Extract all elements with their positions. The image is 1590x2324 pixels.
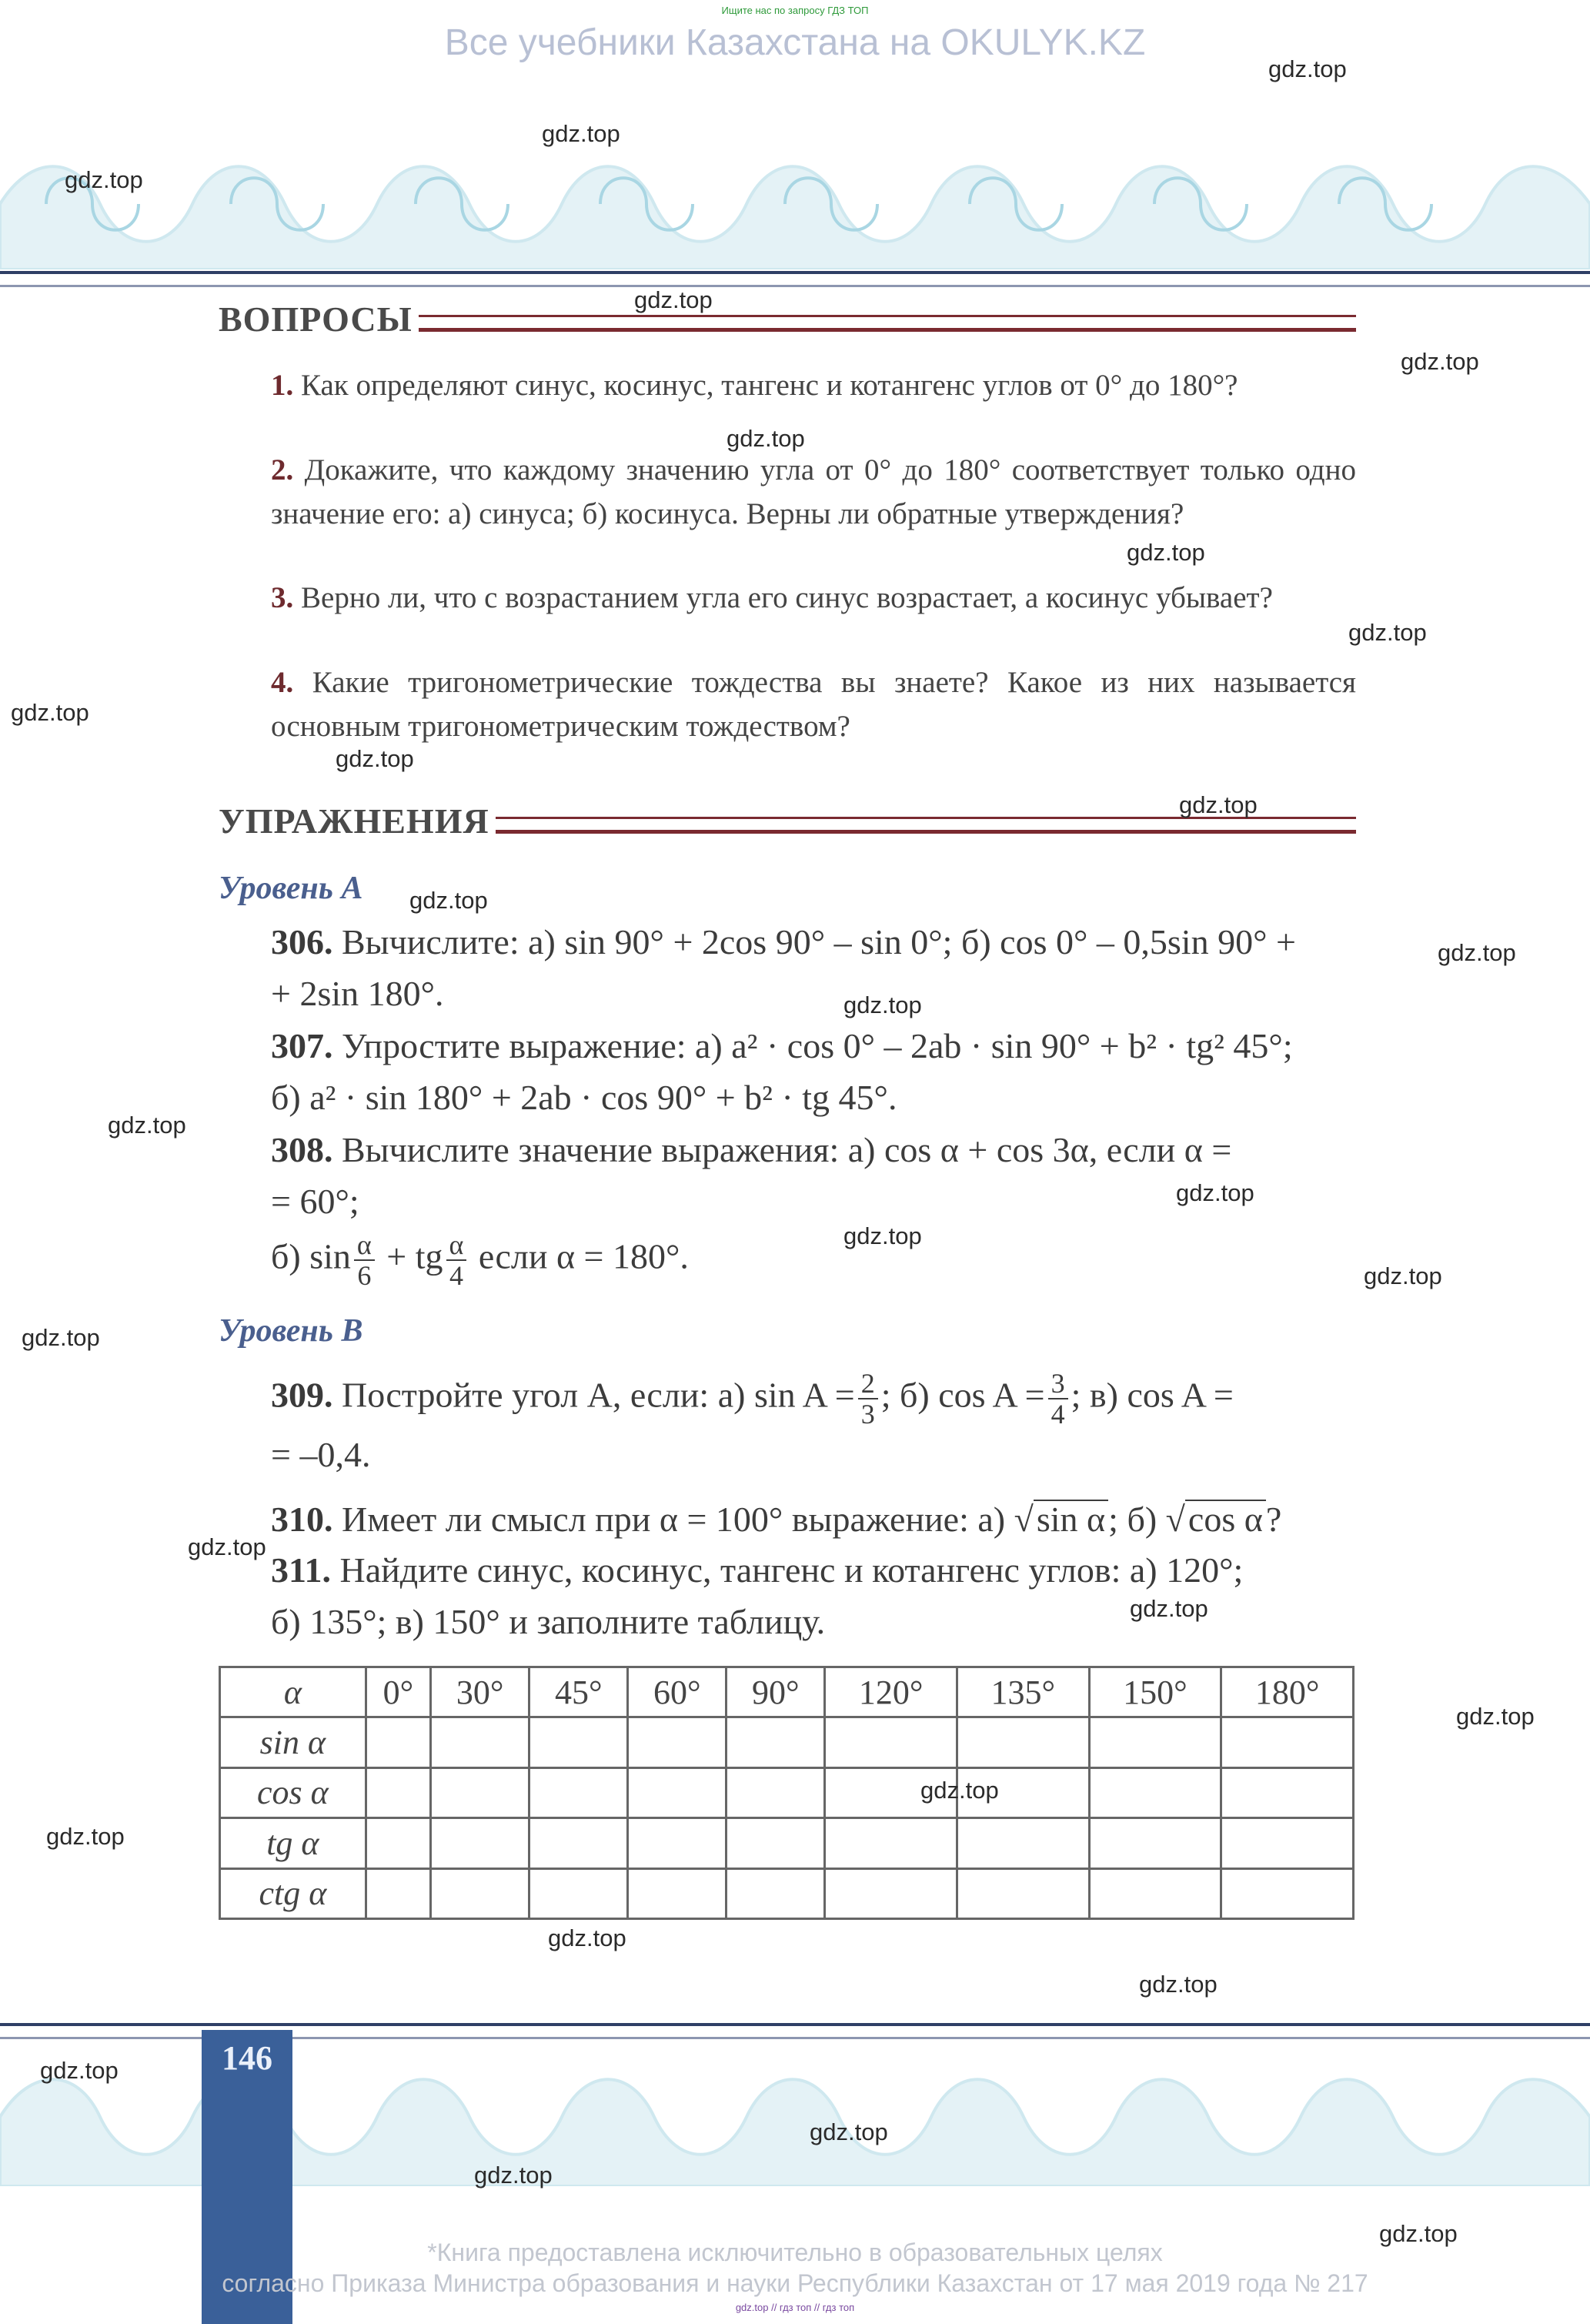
question-3 [271, 576, 1356, 620]
table-cell [1221, 1868, 1354, 1918]
level-b-heading: Уровень В [219, 1313, 363, 1349]
exercise-text: если α = 180°. [478, 1236, 689, 1276]
exercise-text: Вычислите: а) sin 90° + 2cos 90° – sin 0°; б) cos 0° – 0,5sin 90° + [342, 922, 1296, 961]
table-cell [825, 1717, 957, 1767]
exercise-309 [271, 1369, 1356, 1480]
heading-rule [496, 817, 1356, 834]
fraction [354, 1230, 375, 1290]
radicand: cos α [1185, 1500, 1266, 1538]
table-cell [727, 1868, 825, 1918]
radicand: sin α [1034, 1500, 1108, 1538]
question-number: 4. [271, 666, 294, 699]
exercise-text: ? [1265, 1500, 1282, 1539]
exercise-text: б) a² · sin 180° + 2ab · cos 90° + b² · tg 45°. [271, 1078, 897, 1117]
table-cell [1089, 1868, 1221, 1918]
denominator: 3 [860, 1399, 875, 1430]
watermark: gdz.top [65, 166, 143, 193]
exercise-text: ; б) cos A = [880, 1375, 1045, 1415]
exercise-number: 311. [271, 1550, 331, 1590]
exercises-title: УПРАЖНЕНИЯ [219, 801, 489, 841]
exercise-text: ; в) cos A = [1071, 1375, 1234, 1415]
exercise-308 [271, 1124, 1356, 1290]
fraction [1048, 1369, 1068, 1429]
question-number: 2. [271, 453, 294, 487]
watermark: gdz.top [1348, 619, 1427, 646]
table-row [220, 1717, 1354, 1767]
denominator: 4 [1051, 1399, 1065, 1430]
exercise-number: 306. [271, 922, 333, 961]
table-header-cell: 180° [1221, 1667, 1354, 1717]
question-2 [271, 448, 1356, 536]
question-text: Какие тригонометрические тождества вы знаете? Какое из них называется основным тригонометрическим тождеством? [271, 666, 1356, 743]
exercise-number: 310. [271, 1500, 333, 1539]
watermark: gdz.top [810, 2118, 888, 2145]
row-label: sin α [220, 1717, 366, 1767]
denominator: 4 [449, 1260, 463, 1291]
watermark: gdz.top [46, 1823, 125, 1850]
table-cell [431, 1868, 529, 1918]
table-cell [825, 1818, 957, 1868]
denominator: 6 [357, 1260, 372, 1291]
header-rule [0, 271, 1590, 287]
watermark: gdz.top [548, 1924, 626, 1951]
top-note: Ищите нас по запросу ГДЗ ТОП [721, 5, 869, 16]
table-cell [431, 1818, 529, 1868]
watermark: gdz.top [843, 1222, 922, 1249]
table-header-cell: 45° [529, 1667, 628, 1717]
top-ornament [0, 139, 1590, 269]
watermark: gdz.top [40, 2057, 119, 2084]
question-1 [271, 363, 1356, 407]
exercise-text: ; б) √ [1108, 1500, 1185, 1539]
table-cell [1089, 1767, 1221, 1817]
watermark: gdz.top [727, 425, 805, 452]
table-cell [529, 1717, 628, 1767]
table-cell [366, 1868, 430, 1918]
table-row [220, 1868, 1354, 1918]
exercise-text: Имеет ли смысл при α = 100° выражение: а) √ [342, 1500, 1034, 1539]
table-cell [628, 1818, 727, 1868]
exercise-306 [271, 916, 1356, 1019]
watermark: gdz.top [22, 1324, 100, 1351]
table-cell [957, 1717, 1090, 1767]
numerator: α [446, 1230, 467, 1261]
exercise-text: Постройте угол A, если: а) sin A = [342, 1375, 855, 1415]
watermark: gdz.top [920, 1777, 999, 1804]
watermark: gdz.top [1127, 539, 1205, 566]
numerator: 2 [858, 1369, 878, 1399]
level-a-heading: Уровень А [219, 871, 363, 906]
table-header-row [220, 1667, 1354, 1717]
table-cell [628, 1767, 727, 1817]
row-label: cos α [220, 1767, 366, 1817]
watermark: gdz.top [188, 1533, 266, 1560]
watermark: gdz.top [474, 2162, 553, 2189]
exercise-text: = 60°; [271, 1182, 359, 1221]
footer-note-order: согласно Приказа Министра образования и науки Республики Казахстан от 17 мая 2019 года № 217 [222, 2269, 1368, 2297]
table-cell [366, 1767, 430, 1817]
question-number: 1. [271, 369, 294, 402]
watermark: gdz.top [409, 887, 488, 914]
watermark: gdz.top [336, 745, 414, 772]
question-4 [271, 660, 1356, 748]
table-cell [957, 1868, 1090, 1918]
watermark: gdz.top [1456, 1703, 1535, 1730]
table-cell [529, 1818, 628, 1868]
exercise-number: 309. [271, 1375, 333, 1415]
table-header-cell: 0° [366, 1667, 430, 1717]
watermark: gdz.top [1438, 939, 1516, 966]
table-cell [727, 1818, 825, 1868]
exercise-text: = –0,4. [271, 1435, 371, 1474]
numerator: α [354, 1230, 375, 1261]
table-cell [628, 1868, 727, 1918]
exercise-text: Вычислите значение выражения: а) cos α + cos 3α, если α = [342, 1130, 1232, 1169]
watermark: gdz.top [11, 699, 89, 726]
exercise-text: б) 135°; в) 150° и заполните таблицу. [271, 1602, 826, 1641]
questions-title: ВОПРОСЫ [219, 299, 413, 339]
table-cell [529, 1868, 628, 1918]
trig-table [219, 1666, 1355, 1920]
watermark: gdz.top [1179, 791, 1258, 818]
exercise-number: 307. [271, 1026, 333, 1065]
watermark: gdz.top [1379, 2220, 1458, 2247]
exercise-text: + 2sin 180°. [271, 974, 444, 1013]
question-text: Верно ли, что с возрастанием угла его синус возрастает, а косинус убывает? [301, 581, 1273, 614]
table-cell [366, 1818, 430, 1868]
table-cell [628, 1717, 727, 1767]
numerator: 3 [1048, 1369, 1068, 1399]
table-row [220, 1767, 1354, 1817]
table-cell [529, 1767, 628, 1817]
table-cell [1221, 1767, 1354, 1817]
question-text: Как определяют синус, косинус, тангенс и котангенс углов от 0° до 180°? [301, 369, 1238, 402]
table-cell [1089, 1717, 1221, 1767]
footer-note: *Книга предоставлена исключительно в образовательных целях [427, 2239, 1163, 2266]
watermark: gdz.top [1268, 55, 1347, 82]
table-cell [1221, 1717, 1354, 1767]
table-header-cell: 135° [957, 1667, 1090, 1717]
row-label: tg α [220, 1818, 366, 1868]
table-header-cell: 150° [1089, 1667, 1221, 1717]
question-text: Докажите, что каждому значению угла от 0° до 180° соответствует только одно значение его: а) синуса; б) косинуса. Верны ли обратные утверждения? [271, 453, 1357, 530]
questions-heading [219, 299, 1356, 339]
fraction [446, 1230, 467, 1290]
exercise-310 [271, 1493, 1356, 1545]
exercise-text: б) sin [271, 1236, 351, 1276]
exercise-307 [271, 1020, 1356, 1123]
exercise-text: Найдите синус, косинус, тангенс и котангенс углов: а) 120°; [339, 1550, 1244, 1590]
row-label: ctg α [220, 1868, 366, 1918]
watermark: gdz.top [1364, 1262, 1442, 1289]
heading-rule [419, 315, 1356, 332]
table-header-cell: α [220, 1667, 366, 1717]
watermark: gdz.top [1130, 1595, 1208, 1622]
watermark: gdz.top [108, 1112, 186, 1139]
watermark: gdz.top [1139, 1971, 1218, 1998]
question-number: 3. [271, 581, 294, 614]
table-header-cell: 90° [727, 1667, 825, 1717]
table-cell [1089, 1818, 1221, 1868]
table-cell [957, 1818, 1090, 1868]
table-header-cell: 60° [628, 1667, 727, 1717]
page-number: 146 [222, 2039, 272, 2077]
watermark: gdz.top [843, 991, 922, 1018]
exercise-text: Упростите выражение: а) a² · cos 0° – 2ab · sin 90° + b² · tg² 45°; [342, 1026, 1293, 1065]
exercise-number: 308. [271, 1130, 333, 1169]
fraction [858, 1369, 878, 1429]
exercise-text: + tg [386, 1236, 443, 1276]
site-banner[interactable]: Все учебники Казахстана на OKULYK.KZ [444, 22, 1146, 63]
table-header-cell: 30° [431, 1667, 529, 1717]
table-cell [1221, 1818, 1354, 1868]
table-cell [431, 1767, 529, 1817]
footer-tiny-links: gdz.top // гдз топ // гдз топ [735, 2302, 855, 2313]
table-cell [825, 1868, 957, 1918]
watermark: gdz.top [634, 286, 713, 313]
watermark: gdz.top [542, 120, 620, 147]
watermark: gdz.top [1176, 1179, 1254, 1206]
table-cell [366, 1717, 430, 1767]
table-cell [727, 1767, 825, 1817]
table-cell [727, 1717, 825, 1767]
watermark: gdz.top [1401, 348, 1479, 375]
table-cell [431, 1717, 529, 1767]
table-header-cell: 120° [825, 1667, 957, 1717]
table-row [220, 1818, 1354, 1868]
